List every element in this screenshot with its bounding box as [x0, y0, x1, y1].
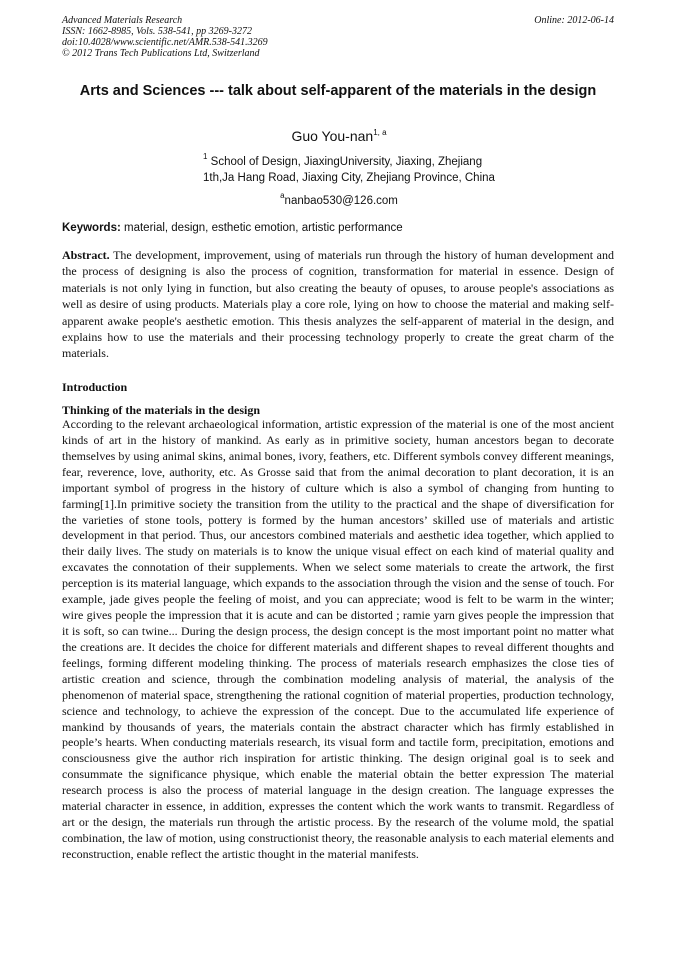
- keywords-text: material, design, esthetic emotion, artistic performance: [124, 222, 403, 234]
- section-heading-introduction: Introduction: [62, 380, 128, 394]
- affiliation-line-2: 1th,Ja Hang Road, Jiaxing City, Zhejiang Province, China: [203, 172, 495, 184]
- abstract: [62, 247, 614, 362]
- author-line: [0, 127, 678, 145]
- author-superscript: 1, a: [373, 128, 387, 137]
- journal-issn: ISSN: 1662-8985, Vols. 538-541, pp 3269-3272: [62, 26, 252, 37]
- author-name: Guo You-nan: [291, 128, 374, 144]
- affiliation: [203, 154, 613, 186]
- keywords: [62, 220, 614, 236]
- subsection-heading: Thinking of the materials in the design: [62, 403, 261, 417]
- affiliation-line-1: $^1$ School of Design, JiaxingUniversity, Jiaxing, Zhejiang: [203, 152, 483, 168]
- abstract-text: The development, improvement, using of materials run through the history of human development and the process of designing is also the process of cognition, transformation for material in essence. Design of materials is not only lying in function, but also creating the beauty of opuses, to arouse people's associations as well as desire of using products. Materials play a core role, lying on how to choose the material and making self-apparent awake people's aesthetic emotion. This thesis analyzes the self-apparent of material in the design, and explains how to use the materials and their processing technology properly to create the great charm of the materials.: [62, 248, 614, 361]
- journal-header: [62, 15, 614, 59]
- journal-doi: doi:10.4028/www.scientific.net/AMR.538-541.3269: [62, 37, 268, 48]
- keywords-label: Keywords:: [62, 222, 121, 234]
- abstract-label: Abstract.: [62, 248, 110, 262]
- body-paragraph: According to the relevant archaeological information, artistic expression of the material is one of the most ancient kinds of art in the history of mankind. As early as in primitive society, human ancestors began to decorate themselves by using animal skins, animal bones, ivory, feathers, etc. Different symbols convey different meanings, fear, reverence, love, authority, etc. As Grosse said that from the animal decoration to plant decoration, it is an important symbol of progress in the history of culture which is also a symbol of changing from hunting to farming[1].In primitive society the transition from the utility to the practical and the shape of diversification for the varieties of stone tools, pottery is formed by the human ancestors’ skilled use of materials and artistic development in that period. Thus, our ancestors combined materials and aesthetic idea together, which applied to their daily lives. The study on materials is to know the unique visual effect on each kind of material quality and excavates the connotation of their supplements. When we select some materials to create the artwork, the first perception is its material language, which expands to the association through the vision and the sense of touch. For example, jade gives people the feeling of moist, and you can appreciate; wood is felt to be warm in the winter; wire gives people the impression that it is acute and can be distorted ; ramie yarn gives people the impression that it is soft, so can twine... During the design process, the design concept is the most important point no matter what the creations are. It decides the choice for different materials and different shapes to reveal different thoughts and feelings, forming different modeling thinking. The process of materials research emphasizes the close ties of artistic creation and science, through the combination modeling analysis of material, the analysis of the phenomenon of material space, strengthening the rational cognition of material properties, production technology, science and technology, to achieve the expression of the concept. Due to the accumulated life experience of mankind by thousands of years, the materials contain the abstract character which has firmly established in people’s hearts. When conducting materials research, its visual form and tactile form, precipitation, emotions and consciousness give the author rich inspiration for artistic thinking. The design original goal is to seek and consummate the significance physique, which enable the material obtain the better expression The material research process is also the process of material language in the design creation. The language expresses the material character in essence, in addition, expresses the content which the work wants to transmit. Regardless of art or the design, the materials run through the artistic process. By the research of the volume mold, the spatial combination, the law of motion, using constructionist theory, the reasonable analysis to each material elements and reconstruction, enable reflect the artistic thought in the material manifests.: [62, 417, 614, 861]
- journal-name: Advanced Materials Research: [62, 15, 183, 26]
- paper-title: Arts and Sciences --- talk about self-apparent of the materials in the design: [79, 83, 597, 99]
- author-email: [0, 193, 678, 209]
- online-date: Online: 2012-06-14: [534, 15, 614, 26]
- journal-copyright: © 2012 Trans Tech Publications Ltd, Switzerland: [62, 48, 260, 59]
- email-address: nanbao530@126.com: [284, 195, 398, 207]
- affiliation-marker: 1: [203, 152, 208, 161]
- email-marker: a: [280, 191, 285, 200]
